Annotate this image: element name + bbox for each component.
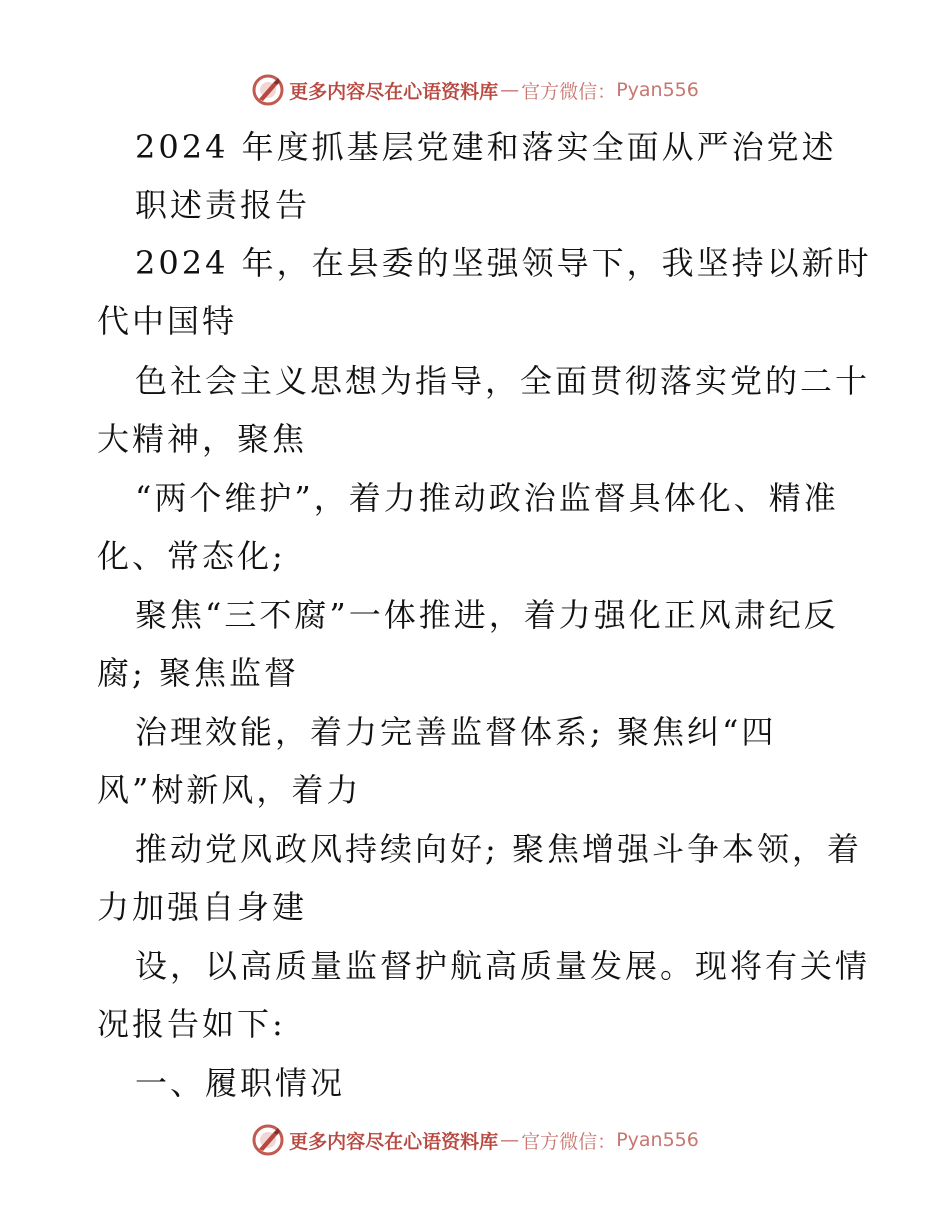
paragraph-line: 2024 年，在县委的坚强领导下，我坚持以新时	[135, 244, 872, 282]
header-watermark	[0, 70, 950, 110]
paragraph-line: 力加强自身建	[97, 888, 308, 926]
paragraph-line: 代中国特	[97, 302, 238, 340]
paragraph-line: 化、常态化;	[97, 537, 286, 575]
paragraph-line: 治理效能，着力完善监督体系; 聚焦纠“四	[135, 713, 777, 751]
pen-circle-logo-icon	[251, 1123, 285, 1157]
watermark-dash: —	[500, 1129, 520, 1151]
section-heading: 一、履职情况	[135, 1064, 346, 1102]
watermark-label: 官方微信：	[521, 80, 617, 103]
watermark-dash: —	[500, 79, 520, 101]
paragraph-line: 聚焦“三不腐”一体推进，着力强化正风肃纪反	[135, 596, 839, 634]
paragraph-line: 风”树新风，着力	[97, 771, 362, 809]
pen-circle-logo-icon	[251, 73, 285, 107]
footer-watermark	[0, 1120, 950, 1160]
document-title-line-2: 职述责报告	[135, 186, 311, 224]
document-title-line-1: 2024 年度抓基层党建和落实全面从严治党述	[135, 128, 837, 166]
paragraph-line: “两个维护”，着力推动政治监督具体化、精准	[135, 479, 839, 517]
watermark-main-text: 更多内容尽在心语资料库	[289, 1130, 499, 1153]
paragraph-line: 腐; 聚焦监督	[97, 654, 299, 692]
paragraph-line: 大精神，聚焦	[97, 420, 308, 458]
paragraph-line: 推动党风政风持续向好; 聚焦增强斗争本领，着	[135, 830, 862, 868]
watermark-account: Pyan556	[616, 79, 699, 101]
watermark-main-text: 更多内容尽在心语资料库	[289, 80, 499, 103]
paragraph-line: 设，以高质量监督护航高质量发展。现将有关情	[135, 947, 871, 985]
watermark-label: 官方微信：	[521, 1130, 617, 1153]
paragraph-line: 色社会主义思想为指导，全面贯彻落实党的二十	[135, 362, 871, 400]
paragraph-line: 况报告如下:	[97, 1005, 286, 1043]
watermark-account: Pyan556	[616, 1129, 699, 1151]
